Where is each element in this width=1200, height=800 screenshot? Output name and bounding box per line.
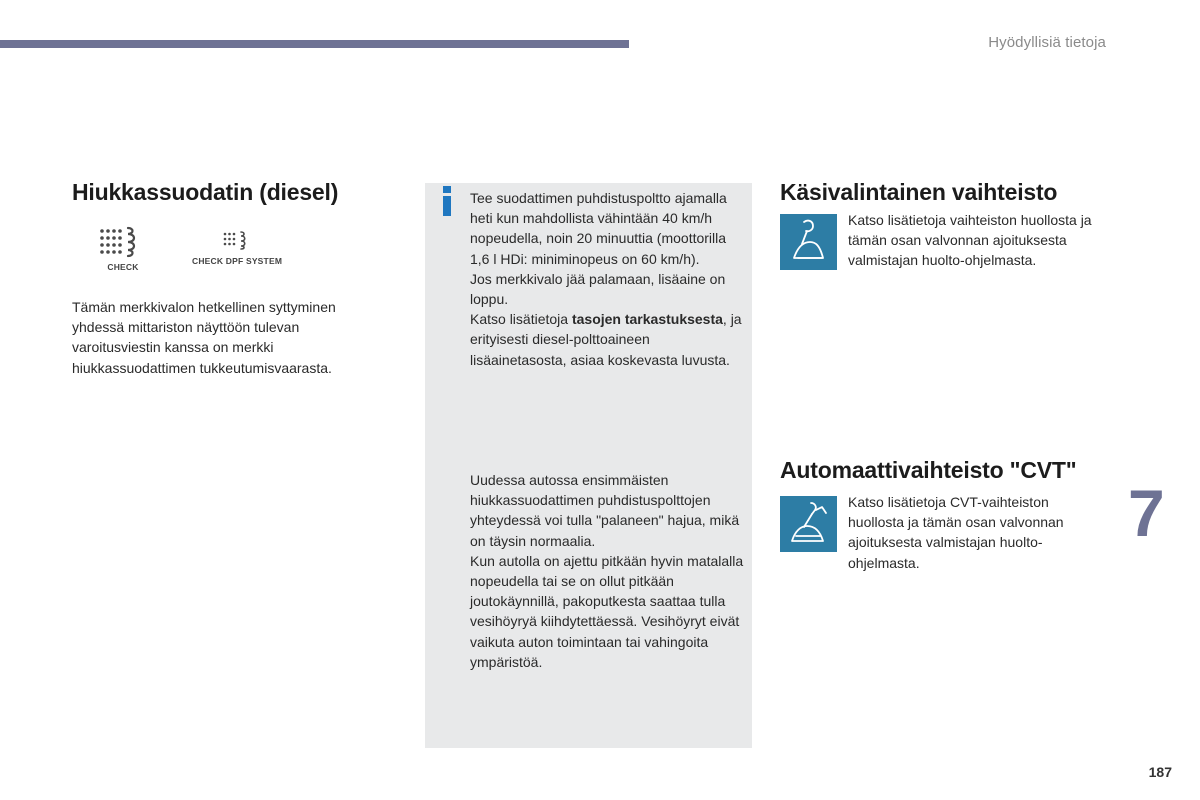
dpf-warning-icon (98, 224, 148, 260)
info-text-upper (470, 188, 745, 370)
levels-suffix: , ja erityisesti diesel-polttoaineen lisäainetasosta, asiaa koskevasta luvusta. (470, 311, 742, 368)
particle-filter-description: Tämän merkkivalon hetkellinen syttyminen yhdessä mittariston näyttöön tulevan varoitusviestin kanssa on merkki hiukkassuodattimen tukkeutumisvaarasta. (72, 299, 336, 376)
info-text-lower (470, 470, 750, 672)
levels-prefix: Katso lisätietoja (470, 311, 572, 328)
automatic-gearbox-icon (780, 496, 837, 552)
info-paragraph-burning-smell: Uudessa autossa ensimmäisten hiukkassuodattimen puhdistuspolttojen yhteydessä voi tulla "palaneen" hajua, mikä on täysin normaalia. (470, 472, 740, 549)
cvt-gearbox-heading: Automaattivaihteisto "CVT" (780, 457, 1077, 483)
info-paragraph-cleaning: Tee suodattimen puhdistuspoltto ajamalla heti kun mahdollista vähintään 40 km/h nopeudella, noin 20 minuuttia (moottorilla 1,6 l HDi: miniminopeus on 60 km/h). (470, 190, 727, 267)
check-caption: CHECK (107, 262, 139, 272)
levels-link-text: tasojen tarkastuksesta (571, 311, 723, 328)
chapter-number: 7 (1128, 476, 1165, 550)
check-dpf-system-caption: CHECK DPF SYSTEM (192, 256, 283, 266)
dpf-system-warning (192, 229, 282, 266)
dpf-warning-small-icon (221, 229, 253, 251)
manual-gearbox-icon (780, 214, 837, 270)
dpf-check-warning (98, 224, 148, 272)
section-title: Hyödyllisiä tietoja (988, 34, 1106, 51)
manual-gearbox-heading: Käsivalintainen vaihteisto (780, 179, 1058, 205)
cvt-gearbox-description: Katso lisätietoja CVT-vaihteiston huollosta ja tämän osan valvonnan ajoituksesta valmistajan huolto-ohjelmasta. (848, 494, 1064, 571)
info-paragraph-levels (470, 309, 745, 370)
manual-gearbox-description: Katso lisätietoja vaihteiston huollosta ja tämän osan valvonnan ajoituksesta valmistajan huolto-ohjelmasta. (848, 212, 1092, 269)
particle-filter-heading: Hiukkassuodatin (diesel) (72, 179, 339, 205)
info-paragraph-water-vapour: Kun autolla on ajettu pitkään hyvin matalalla nopeudella tai se on ollut pitkään joutokäynnillä, pakoputkesta saattaa tulla vesihöyryä kiihdytettäessä. Vesihöyryt eivät vaikuta auton toimintaan tai vahingoita ympäristöä. (470, 552, 744, 670)
page-number: 187 (1148, 764, 1172, 780)
header-accent-bar (0, 40, 629, 48)
info-paragraph-additive: Jos merkkivalo jää palamaan, lisäaine on loppu. (470, 270, 726, 308)
info-icon (440, 186, 454, 216)
